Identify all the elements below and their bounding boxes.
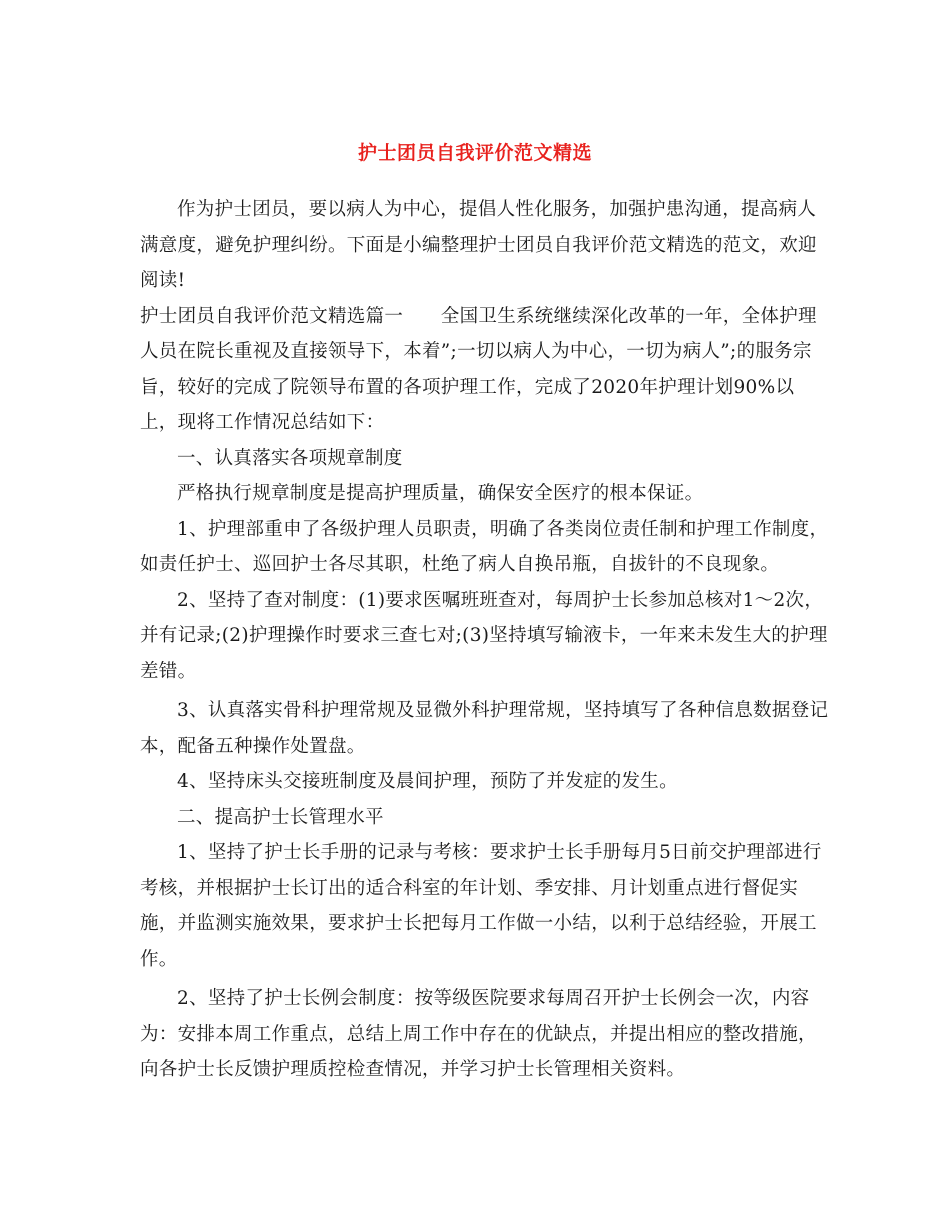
paragraph-item-5: 1、坚持了护士长手册的记录与考核：要求护士长手册每月5日前交护理部进行考核，并根据护士长订出的适合科室的年计划、季安排、月计划重点进行督促实施，并监测实施效果，要求护士长把每月工作做一小结，以利于总结经验，开展工作。 [140,842,822,970]
paragraph-rules: 严格执行规章制度是提高护理质量，确保安全医疗的根本保证。 [177,483,704,504]
heading-one: 一、认真落实各项规章制度 [177,447,403,469]
section-intro-paragraph: 护士团员自我评价范文精选篇一 全国卫生系统继续深化改革的一年，全体护理人员在院长重视及直接领导下，本着”;一切以病人为中心，一切为病人”;的服务宗旨，较好的完成了院领导布置的各项护理工作，完成了2020年护理计划90%以上，现将工作情况总结如下： [140,305,817,433]
heading-two: 二、提高护士长管理水平 [177,806,384,828]
intro-paragraph: 作为护士团员，要以病人为中心，提倡人性化服务，加强护患沟通，提高病人满意度，避免护理纠纷。下面是小编整理护士团员自我评价范文精选的范文，欢迎阅读! [140,199,817,291]
document-title: 护士团员自我评价范文精选 [357,142,592,164]
paragraph-item-3: 3、认真落实骨科护理常规及显微外科护理常规，坚持填写了各种信息数据登记本，配备五种操作处置盘。 [140,700,829,757]
document-body [140,192,830,1088]
paragraph-item-6: 2、坚持了护士长例会制度：按等级医院要求每周召开护士长例会一次，内容为：安排本周工作重点，总结上周工作中存在的优缺点，并提出相应的整改措施，向各护士长反馈护理质控检查情况，并学习护士长管理相关资料。 [140,988,817,1080]
paragraph-item-1: 1、护理部重申了各级护理人员职责，明确了各类岗位责任制和护理工作制度，如责任护士、巡回护士各尽其职，杜绝了病人自换吊瓶，自拔针的不良现象。 [140,518,829,575]
paragraph-item-2: 2、坚持了查对制度：(1)要求医嘱班班查对，每周护士长参加总核对1～2次，并有记录;(2)护理操作时要求三查七对;(3)坚持填写输液卡，一年来未发生大的护理差错。 [140,589,828,682]
paragraph-item-4: 4、坚持床头交接班制度及晨间护理，预防了并发症的发生。 [177,771,678,792]
